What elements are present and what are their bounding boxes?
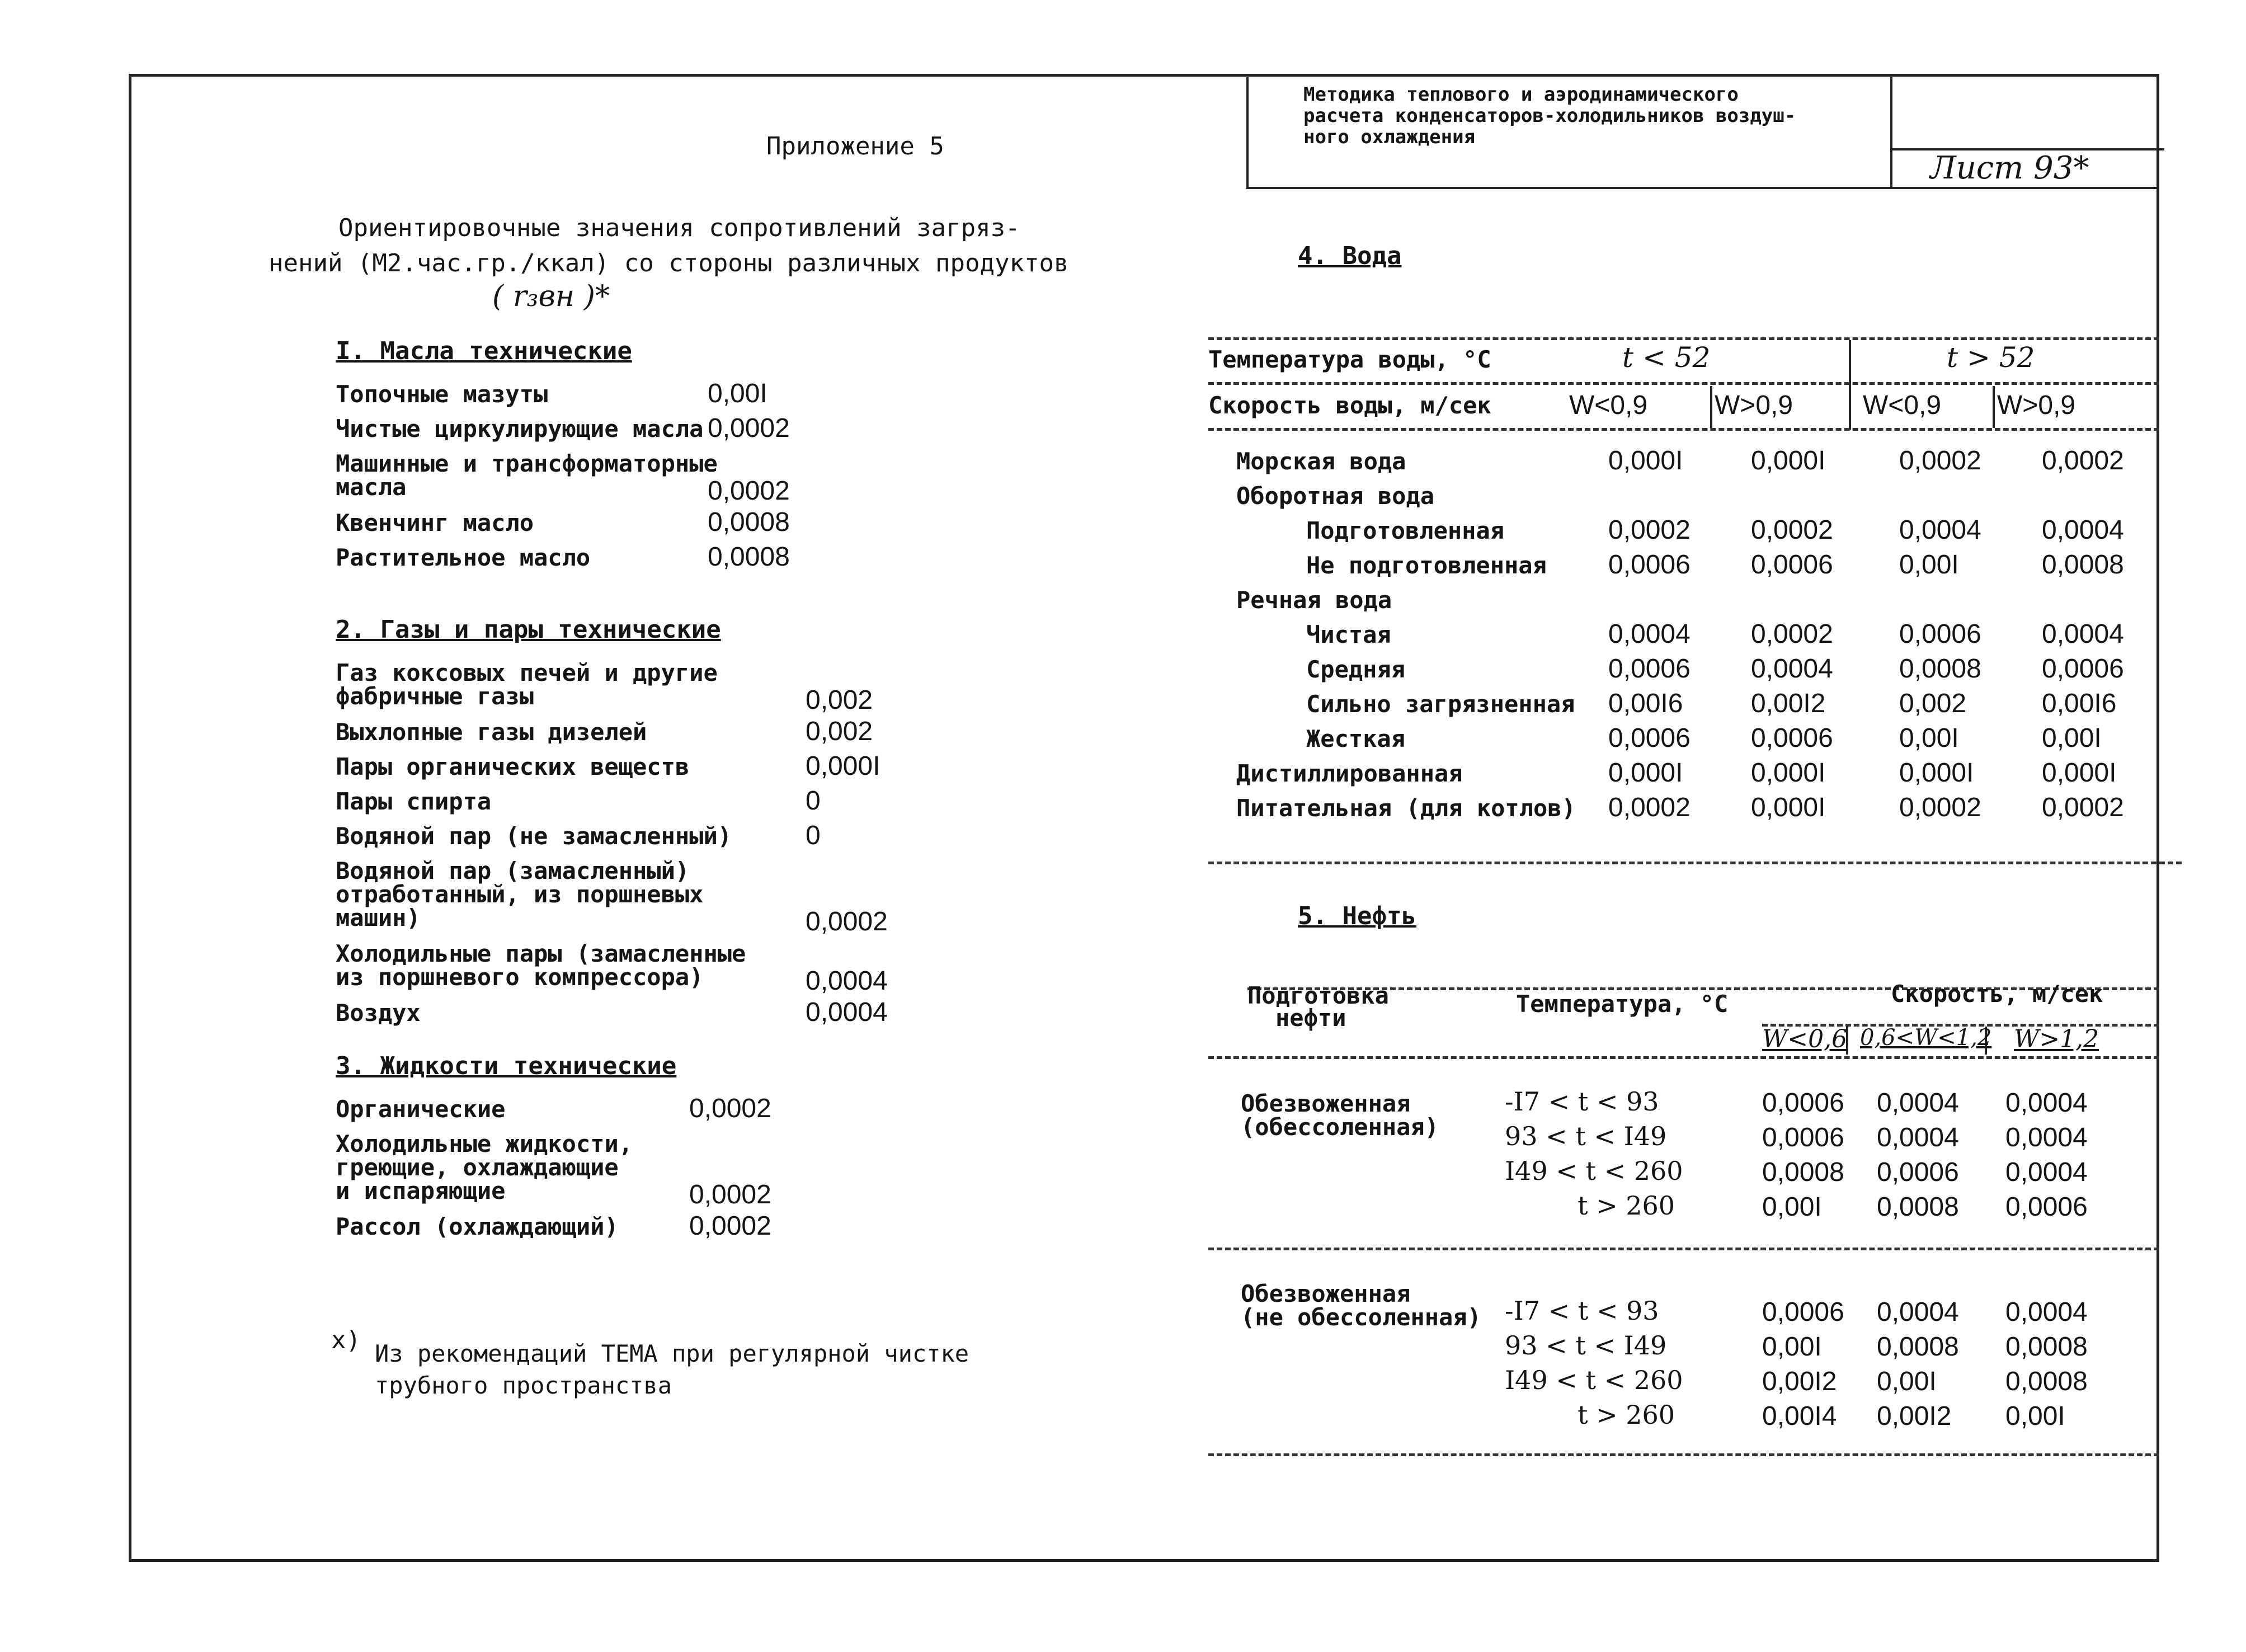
oil-value: 0,00I [2005,1401,2065,1431]
sheet-number: Лист 93* [1930,150,2089,186]
product-name: машин) [336,904,421,931]
water-value: 0,00I6 [2042,689,2117,718]
resistance-value: 0,0002 [806,907,888,936]
resistance-value: 0,0002 [708,413,790,443]
water-value: 0,0002 [1608,515,1691,545]
oil-temperature-range: t > 260 [1578,1400,1675,1430]
oil-heading: 5. Нефть [1298,902,1416,930]
resistance-value: 0,0002 [689,1211,771,1241]
section-heading: 2. Газы и пары технические [336,615,721,644]
oil-speed-col: 0,6<W<1,2 [1860,1025,1992,1051]
resistance-value: 0,00I [708,379,767,408]
water-value: 0,000I [2042,758,2117,788]
water-row-name: Подготовленная [1306,517,1505,544]
water-value: 0,000I [1899,758,1974,788]
resistance-value: 0,0002 [708,476,790,506]
oil-group-name: (обессоленная) [1241,1113,1439,1141]
oil-value: 0,0004 [2005,1088,2088,1118]
title-block-divider [1890,77,1892,189]
water-column-divider [1710,386,1712,428]
water-temp-low: t < 52 [1622,341,1711,374]
water-value: 0,000I [1608,446,1683,476]
oil-value: 0,0004 [2005,1297,2088,1327]
oil-group-name: Обезвоженная [1241,1090,1411,1117]
table-title-line: Ориентировочные значения сопротивлений загряз- [338,214,1020,242]
water-value: 0,000I [1608,758,1683,788]
water-row-name: Средняя [1306,656,1406,683]
water-temp-high: t > 52 [1947,341,2035,374]
water-value: 0,000I [1751,758,1826,788]
product-name: Чистые циркулирующие масла [336,415,704,443]
product-name: Квенчинг масло [336,509,534,536]
product-name: Машинные и трансформаторные [336,450,718,477]
water-value: 0,0004 [1608,619,1691,649]
water-speed-label: Скорость воды, м/сек [1208,392,1491,419]
oil-value: 0,0008 [1762,1157,1844,1187]
water-value: 0,0002 [1899,446,1981,476]
water-value: 0,00I2 [1751,689,1826,718]
water-value: 0,0004 [1751,654,1833,684]
oil-table-rule [1208,1056,2159,1059]
oil-table-rule [1208,1248,2159,1250]
oil-temperature-range: I49 < t < 260 [1505,1156,1683,1186]
water-temperature-label: Температура воды, °С [1208,346,1491,373]
oil-temperature-range: I49 < t < 260 [1505,1365,1683,1395]
oil-value: 0,00I [1762,1192,1822,1222]
footnote-line: трубного пространства [375,1372,672,1399]
oil-speed-col: W>1,2 [2014,1025,2099,1053]
product-name: фабричные газы [336,683,534,710]
oil-group-name: (не обессоленная) [1241,1303,1481,1331]
title-block-line: Методика теплового и аэродинамического [1303,83,1739,106]
resistance-value: 0,002 [806,685,873,715]
water-value: 0,00I6 [1608,689,1683,718]
water-value: 0,00I [2042,723,2102,753]
water-column-divider [1849,340,1851,430]
product-name: Холодильные пары (замасленные [336,940,746,967]
water-table-rule [1208,428,2159,431]
water-value: 0,0006 [1751,723,1833,753]
oil-value: 0,0008 [2005,1367,2088,1396]
water-value: 0,0002 [1751,515,1833,545]
product-name: масла [336,473,407,501]
resistance-value: 0 [806,821,821,850]
oil-table-rule [1208,1453,2159,1456]
resistance-value: 0,0008 [708,507,790,537]
resistance-value: 0,0004 [806,997,888,1027]
water-value: 0,000I [1751,793,1826,822]
oil-value: 0,0008 [1877,1192,1959,1222]
water-value: 0,0002 [2042,793,2124,822]
water-value: 0,002 [1899,689,1967,718]
water-value: 0,0002 [2042,446,2124,476]
product-name: Холодильные жидкости, [336,1130,633,1157]
section-heading: I. Масла технические [336,337,632,365]
water-value: 0,0006 [1899,619,1981,649]
resistance-value: 0,0002 [689,1180,771,1209]
oil-value: 0,00I2 [1877,1401,1952,1431]
oil-speed-col: W<0,6 [1762,1025,1848,1053]
water-row-name: Оборотная вода [1236,482,1435,510]
resistance-value: 0 [806,786,821,816]
title-block-line: расчета конденсаторов-холодильников воздуш- [1303,105,1796,127]
water-column-divider [1993,386,1995,428]
resistance-value: 0,002 [806,717,873,746]
product-name: Воздух [336,999,421,1027]
oil-prep-label: нефти [1275,1004,1346,1032]
product-name: Топочные мазуты [336,380,548,408]
water-table-rule [1208,382,2159,385]
oil-temperature-range: 93 < t < I49 [1505,1330,1667,1361]
oil-speed-label: Скорость, м/сек [1891,980,2103,1008]
water-value: 0,0008 [2042,550,2124,580]
oil-value: 0,0006 [1762,1297,1844,1327]
oil-temperature-range: 93 < t < I49 [1505,1121,1667,1151]
oil-value: 0,0006 [2005,1192,2088,1222]
section-heading: 3. Жидкости технические [336,1052,677,1080]
product-name: отработанный, из поршневых [336,881,704,908]
resistance-value: 0,0008 [708,542,790,572]
water-table-rule [1208,862,2182,864]
table-title-line: нений (М2.час.гр./ккал) со стороны различных продуктов [269,249,1069,277]
oil-value: 0,00I [1877,1367,1937,1396]
oil-value: 0,00I2 [1762,1367,1837,1396]
water-value: 0,0008 [1899,654,1981,684]
water-row-name: Дистиллированная [1236,760,1463,787]
water-value: 0,0004 [2042,515,2124,545]
water-value: 0,0006 [1751,550,1833,580]
water-value: 0,0002 [1899,793,1981,822]
water-value: 0,00I [1899,723,1959,753]
product-name: Водяной пар (замасленный) [336,857,690,884]
product-name: греющие, охлаждающие [336,1154,619,1181]
oil-prep-label: Подготовка [1247,982,1389,1009]
page-frame [129,74,2159,1562]
water-value: 0,0006 [1608,654,1691,684]
oil-value: 0,0004 [1877,1123,1959,1152]
oil-value: 0,0008 [1877,1332,1959,1362]
oil-group-name: Обезвоженная [1241,1280,1411,1307]
product-name: из поршневого компрессора) [336,963,704,991]
oil-value: 0,0008 [2005,1332,2088,1362]
appendix-label: Приложение 5 [766,132,944,161]
product-name: Растительное масло [336,544,591,571]
footnote-mark: x) [331,1326,361,1354]
product-name: Органические [336,1095,506,1123]
water-row-name: Питательная (для котлов) [1236,794,1576,822]
oil-temperature-range: -I7 < t < 93 [1505,1086,1659,1117]
water-value: 0,0002 [1608,793,1691,822]
product-name: Рассол (охлаждающий) [336,1213,619,1240]
water-value: 0,0006 [1608,550,1691,580]
resistance-value: 0,000I [806,751,880,781]
water-row-name: Морская вода [1236,448,1406,475]
water-value: 0,0004 [1899,515,1981,545]
water-value: 0,0004 [2042,619,2124,649]
oil-value: 0,0006 [1762,1088,1844,1118]
water-table-rule [1208,337,2159,340]
title-block-line: ного охлаждения [1303,126,1476,148]
product-name: и испаряющие [336,1177,506,1204]
water-speed-col: W<0,9 [1863,390,1942,420]
oil-temperature-label: Температура, °С [1516,990,1729,1018]
product-name: Пары органических веществ [336,753,690,780]
product-name: Водяной пар (не замасленный) [336,822,732,850]
resistance-value: 0,0004 [806,966,888,996]
oil-value: 0,0004 [1877,1088,1959,1118]
product-name: Пары спирта [336,788,492,815]
oil-value: 0,00I [1762,1332,1822,1362]
water-row-name: Жесткая [1306,725,1406,752]
water-heading: 4. Вода [1298,242,1402,270]
oil-value: 0,00I4 [1762,1401,1837,1431]
oil-value: 0,0006 [1762,1123,1844,1152]
resistance-symbol: ( r₃вн )* [492,280,610,313]
water-value: 0,0006 [2042,654,2124,684]
water-row-name: Не подготовленная [1306,552,1547,579]
water-value: 0,00I [1899,550,1959,580]
oil-temperature-range: -I7 < t < 93 [1505,1296,1659,1326]
oil-temperature-range: t > 260 [1578,1190,1675,1221]
water-value: 0,000I [1751,446,1826,476]
product-name: Газ коксовых печей и другие [336,659,718,686]
water-value: 0,0006 [1608,723,1691,753]
oil-value: 0,0006 [1877,1157,1959,1187]
resistance-value: 0,0002 [689,1094,771,1123]
footnote-line: Из рекомендаций ТЕМА при регулярной чистке [375,1340,969,1367]
water-row-name: Речная вода [1236,586,1392,614]
water-value: 0,0002 [1751,619,1833,649]
oil-value: 0,0004 [2005,1123,2088,1152]
product-name: Выхлопные газы дизелей [336,718,647,746]
water-speed-col: W>0,9 [1997,390,2076,420]
oil-value: 0,0004 [2005,1157,2088,1187]
water-speed-col: W>0,9 [1715,390,1793,420]
water-speed-col: W<0,9 [1569,390,1648,420]
oil-value: 0,0004 [1877,1297,1959,1327]
water-row-name: Сильно загрязненная [1306,690,1575,718]
water-row-name: Чистая [1306,621,1391,648]
